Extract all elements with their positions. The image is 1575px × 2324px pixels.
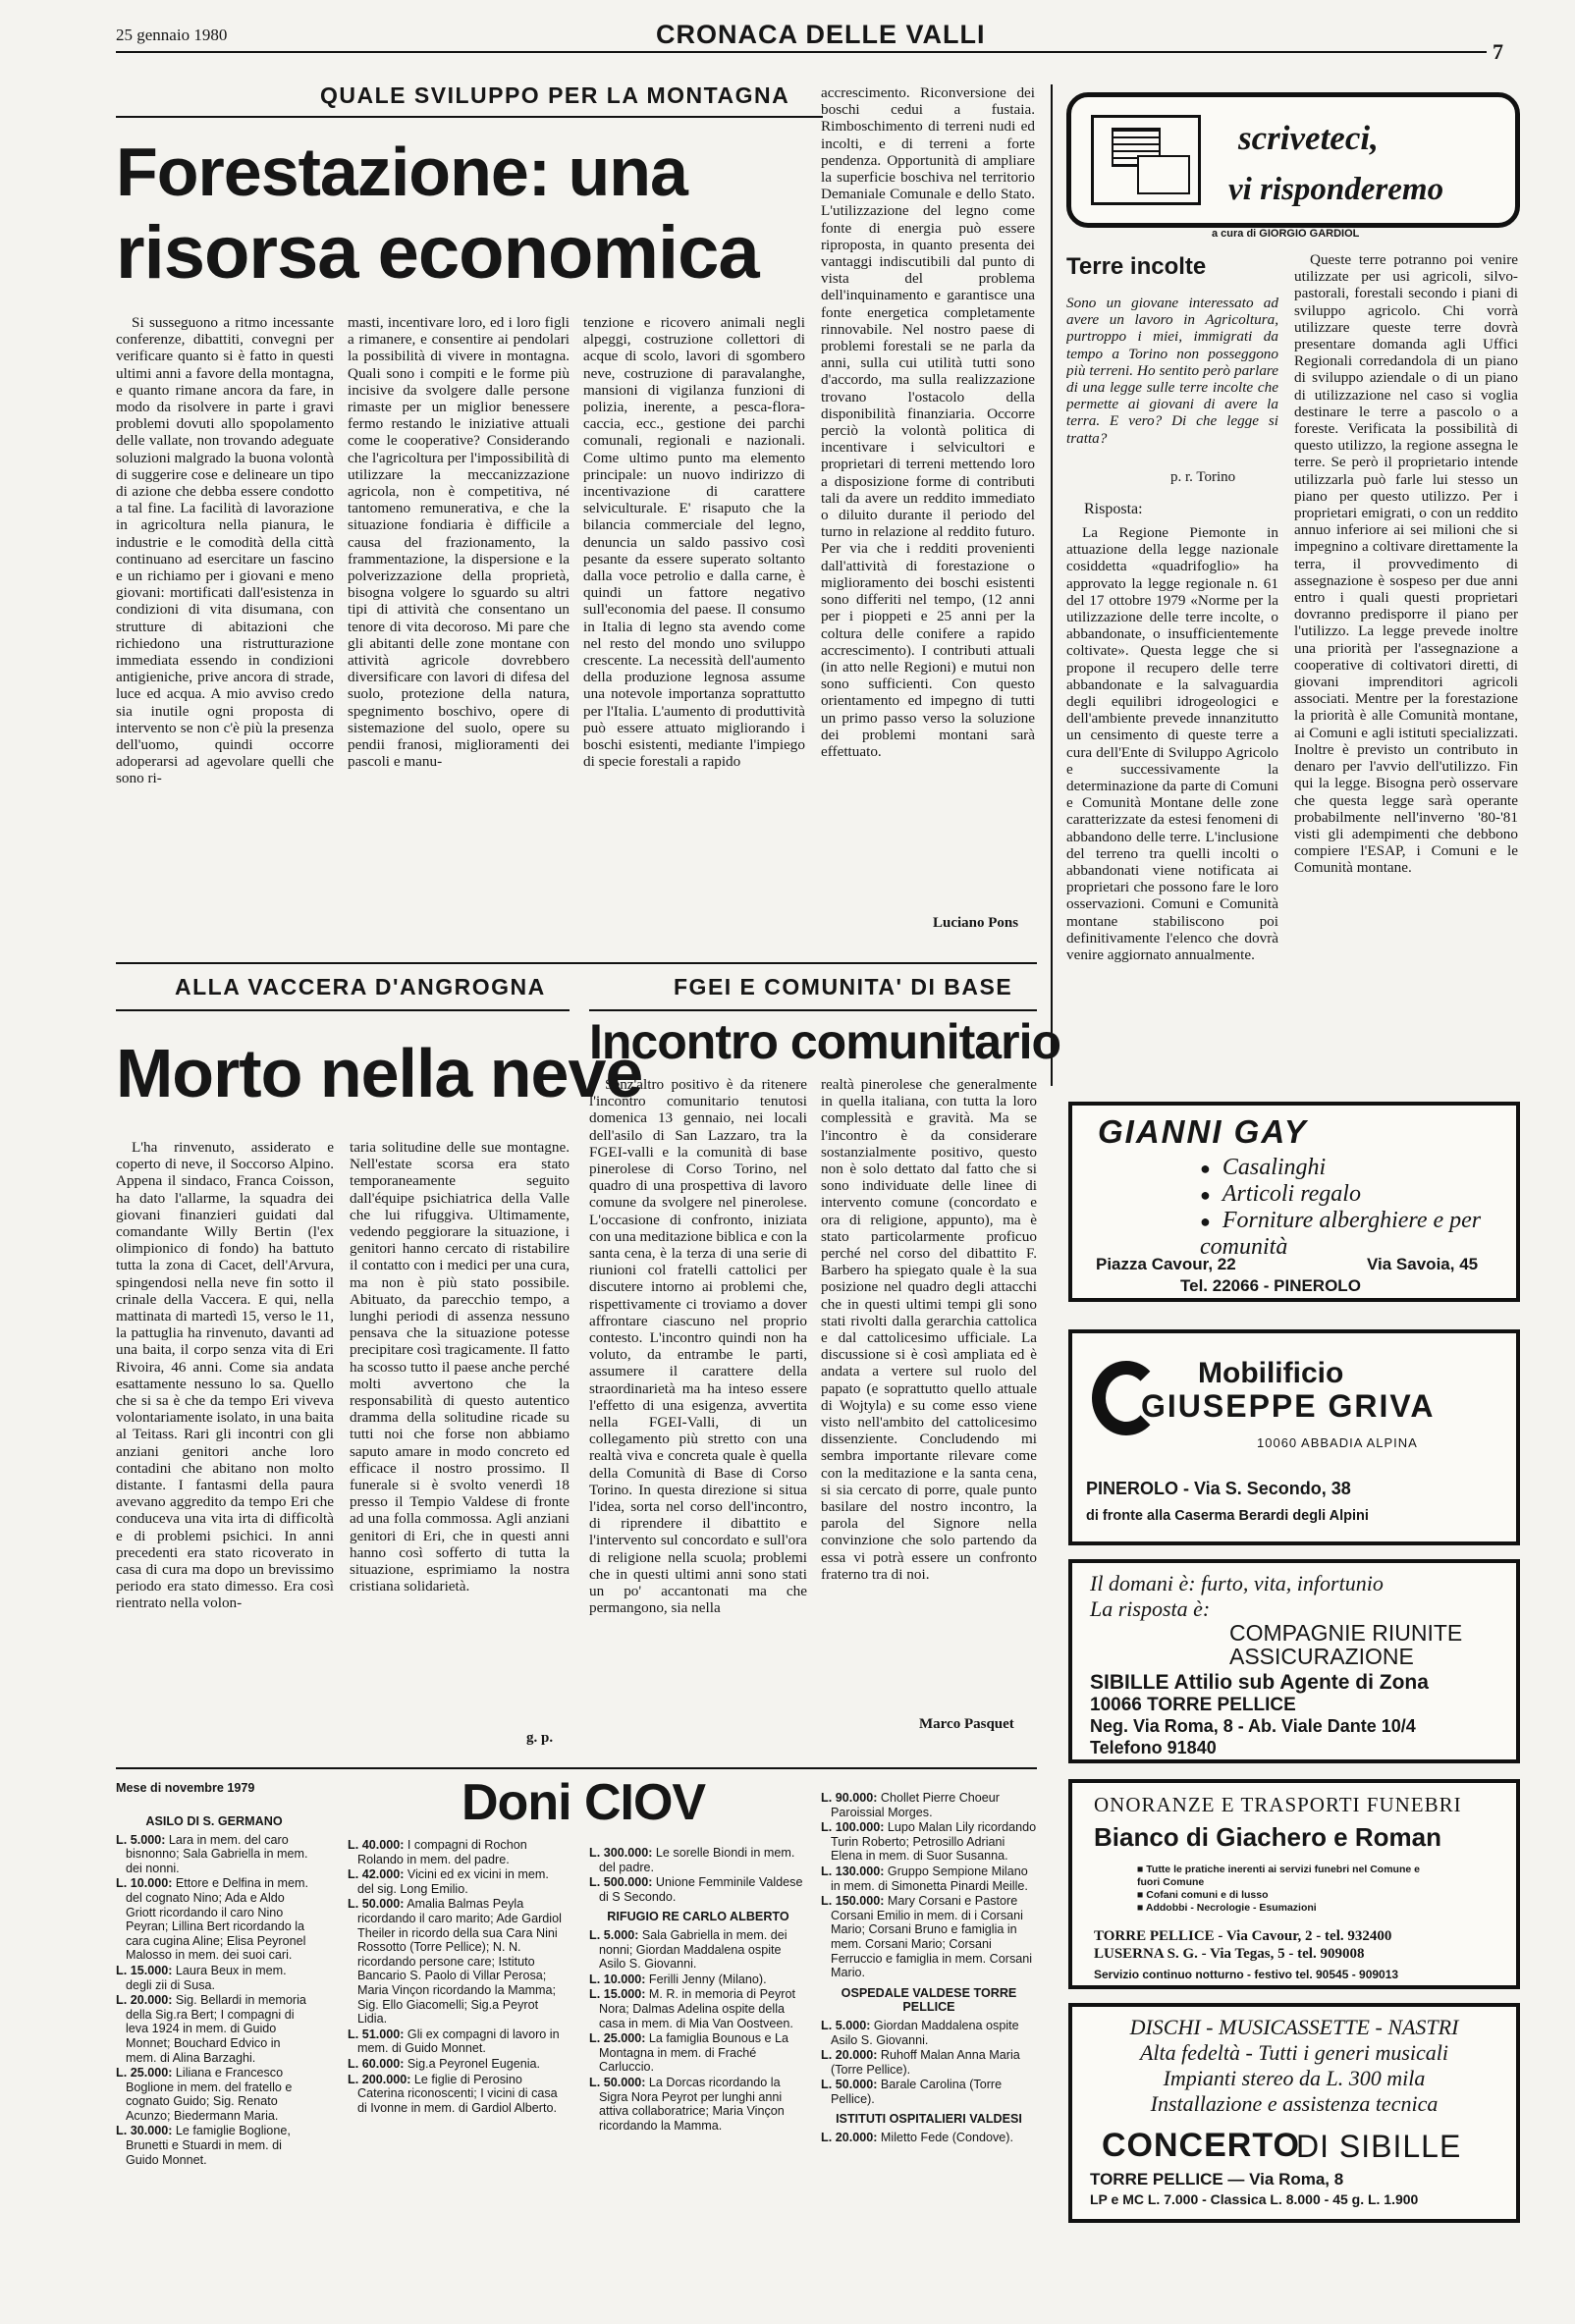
doni-section-heading: RIFUGIO RE CARLO ALBERTO xyxy=(607,1910,789,1924)
doni-entry-text: Laura Beux in mem. degli zii di Susa. xyxy=(126,1963,287,1992)
doni-entry xyxy=(821,1865,1037,1893)
doni-entry-text: Le famiglie Boglione, Brunetti e Stuardi in mem. di Guido Monnet. xyxy=(126,2124,291,2167)
funebri-item-3: Addobbi - Necrologie - Esumazioni xyxy=(1145,1902,1317,1914)
forestry-kicker: QUALE SVILUPPO PER LA MONTAGNA xyxy=(320,82,790,108)
doni-entry xyxy=(348,1838,568,1866)
doni-entry xyxy=(821,1791,1037,1819)
doni-entry xyxy=(821,2078,1037,2106)
doni-entry-amount: L. 25.000: xyxy=(589,2031,646,2046)
doni-entry-text: Unione Femminile Valdese di S Secondo. xyxy=(599,1875,803,1904)
doni-entry-amount: L. 50.000: xyxy=(821,2078,878,2092)
doni-entry-text: Mary Corsani e Pastore Corsani Emilio in mem. di i Corsani Mario; Corsani Bruno e famiglia in mem. Corsani Mario; Corsani Ferruccio e famiglia in mem. Corsani Mario. xyxy=(831,1894,1033,1980)
funebri-service: Servizio continuo notturno - festivo tel. 90545 - 909013 xyxy=(1094,1968,1399,1981)
concerto-line2: Alta fedeltà - Tutti i generi musicali xyxy=(1139,2040,1449,2065)
snow-signature: g. p. xyxy=(526,1730,554,1746)
newspaper-title: CRONACA DELLE VALLI xyxy=(656,20,986,49)
fgei-headline: Incontro comunitario xyxy=(589,1014,1060,1069)
snow-kicker: ALLA VACCERA D'ANGROGNA xyxy=(175,974,546,1000)
doni-entry-text: M. R. in memoria di Peyrot Nora; Dalmas Adelina ospite della casa in mem. di Mia Van Oostveen. xyxy=(599,1987,795,2030)
gianni-name: GIANNI GAY xyxy=(1098,1113,1308,1150)
letters-answer-2: Queste terre potranno poi venire utilizzate per usi agricoli, silvo-pastorali, forestali secondo i piani di sviluppo agricolo. Chi vorrà utilizzare queste terre dovrà presentare domanda agli Uffici Regionali corredandola di un piano di sviluppo aziendale o di un piano di utilizzazione nel caso si voglia destinare le terre a pascolo o a foreste. Verificata la possibilità di questo utilizzo, la regione assegna le terre. Se però il proprietario intende utilizzarla può farle lui stesso un piano per questo utilizzo. Per i proprietari emigrati, o con un reddito annuo inferiore ai sei milioni che si impegnino a coltivare direttamente la terra, il provvedimento di assegnazione è sospeso per due anni entro i quali questi proprietari dovranno predisporre il piano per l'utilizzo. La legge prevede inoltre una priorità per l'assegnazione a cooperative di coltivatori diretti, di giovani imprenditori agricoli associati. Mentre per la forestazione la priorità è alle Comunità montane, ai Comuni e agli istituti specializzati. Inoltre è previsto un contributo in denaro per l'avvio dell'utilizzo. Fin qui la legge. Bisogna però osservare che questa legge sarà operante probabilmente nell'inverno '80-'81 visti gli adempimenti che debbono compiere l'ESAP, i Comuni e le Comunità montane. xyxy=(1294,251,1518,877)
forestry-headline-2: risorsa economica xyxy=(116,211,759,295)
sibille-agent: SIBILLE Attilio sub Agente di Zona xyxy=(1090,1671,1429,1694)
gianni-phone: Tel. 22066 - PINEROLO xyxy=(1180,1276,1361,1295)
doni-entry-amount: L. 50.000: xyxy=(348,1897,405,1912)
fgei-column-1: Senz'altro positivo è da ritenere l'incontro comunitario tenutosi domenica 13 gennaio, nei locali dell'asilo di San Lazzaro, tra la FGEI-valli e la comunità di base pinerolese di Corso Torino, nel quadro di una prospettiva di lavoro comune da svolgere nel pinerolese. L'occasione di confronto, iniziata con una meditazione biblica e con la santa cena, è la terza di una serie di riunioni col fratelli cattolici per discutere intorno ai problemi che, rispettivamente ci troviamo a dover affrontare ciascuno nel proprio contesto. L'incontro quindi non ha voluto, da entrambe le parti, assumere il carattere della straordinarietà ma ha inteso essere l'effetto di una esigenza, avvertita nella FGEI-Valli, di un collegamento più stretto con una realtà viva e concreta quale è quella della Comunità di Base di Corso Torino. In questa direzione si situa l'idea, sorta nel corso dell'incontro, di riprendere il dibattito e l'intervento sul concordato e sull'ora di religione nella scuola; problemi che in questi ultimi anni sono stati un po' accantonati ma che permangono, sia nella xyxy=(589,1076,807,1617)
gianni-item-2: Articoli regalo xyxy=(1222,1181,1361,1207)
ad-sibille-insurance xyxy=(1068,1559,1520,1763)
doni-entry-text: Liliana e Francesco Boglione in mem. del fratello e cognato Guido; Sig. Renato Acunzo; Biedermann Maria. xyxy=(126,2066,293,2123)
snow-column-2: taria solitudine delle sue montagne. Nell'estate scorsa era stato temporaneamente seguito dall'équipe psichiatrica della Valle che lui rifuggiva. Ultimamente, vedendo peggiorare la situazione, i genitori hanno cercato di ristabilire il contatto con i medici per una cura, ma non è più stato possibile. Abituato, da parecchio tempo, a lunghi periodi di assenza nessuno pensava che la situazione potesse precipitare così tragicamente. Il fatto ha scosso tutto il paese anche perché molti avvertono che la responsabilità di questo autentico dramma della solitudine ricade su tutti noi che forse non abbiamo saputo amare in modo concreto ed efficace il nostro prossimo. Il funerale si è svolto venerdì 18 presso il Tempio Valdese di fronte ad una folla commossa. Agli anziani genitori di Eri, che in questi anni hanno così sofferto di tutta la situazione, esprimiamo la nostra cristiana solidarietà. xyxy=(350,1139,570,1595)
doni-entry-amount: L. 50.000: xyxy=(589,2075,646,2089)
concerto-prices: LP e MC L. 7.000 - Classica L. 8.000 - 45 g. L. 1.900 xyxy=(1090,2191,1419,2207)
doni-entry-amount: L. 10.000: xyxy=(116,1876,173,1891)
doni-entry-text: Le sorelle Biondi in mem. del padre. xyxy=(599,1846,795,1874)
gianni-items: ● Casalinghi ● Articoli regalo ● Forniture alberghiere e per comunità xyxy=(1200,1155,1482,1260)
funebri-address-1: TORRE PELLICE - Via Cavour, 2 - tel. 932400 xyxy=(1094,1928,1392,1944)
letters-from: p. r. Torino xyxy=(1170,469,1236,485)
doni-column-1 xyxy=(116,1809,312,2182)
concerto-address: TORRE PELLICE — Via Roma, 8 xyxy=(1090,2170,1344,2189)
doni-entry-text: La Dorcas ricordando la Sigra Nora Peyrot per lunghi anni attiva collaboratrice; Maria Vinçon ricordando la Mamma. xyxy=(599,2075,785,2133)
forestry-column-2: masti, incentivare loro, ed i loro figli a rimanere, e consentire ai pendolari la possibilità di vivere in montagna. Quali sono i compiti e le forme più incisive da svolgere dalle persone rimaste per un miglior benessere fermo restando le iniziative attuali come le cooperative? Considerando che l'agricoltura per l'impossibilità di utilizzare la meccanizzazione agricola, non è competitiva, né tantomeno remunerativa, e che la situazione fondiaria è difficile a causa del frazionamento, la frammentazione, la dispersione e la polverizzazione della proprietà, bisogna volgere lo sguardo su altri tipi di attività che consentano un tenore di vita decoroso. Mi pare che gli abitanti delle zone montane con attività agricole dovrebbero diversificare con lavori di difesa del suolo, protezione della natura, spegnimento boschivo, opere di sistemazione del suolo, opere su pendii franosi, miglioramenti dei pascoli e manu- xyxy=(348,314,570,771)
sibille-line2: La risposta è: xyxy=(1090,1596,1211,1621)
doni-entry xyxy=(348,2073,568,2116)
letters-banner xyxy=(1066,92,1520,228)
doni-entry xyxy=(116,1833,312,1876)
doni-entry-amount: L. 5.000: xyxy=(821,2018,871,2032)
doni-entry-amount: L. 130.000: xyxy=(821,1864,885,1878)
doni-entry-text: Chollet Pierre Choeur Paroissial Morges. xyxy=(831,1791,1001,1819)
doni-entry-text: Ruhoff Malan Anna Maria (Torre Pellice). xyxy=(831,2048,1020,2077)
doni-entry xyxy=(589,1846,807,1874)
doni-entry xyxy=(348,1897,568,2026)
doni-entry-text: Sig. Bellardi in memoria della Sig.ra Bert; I compagni di leva 1924 in mem. di Guido Monnet; Bouchard Edvico in mem. di Alina Barzaghi. xyxy=(126,1993,306,2065)
doni-entry-amount: L. 51.000: xyxy=(348,2027,405,2041)
doni-entry-amount: L. 15.000: xyxy=(116,1963,173,1977)
ad-gianni-gay xyxy=(1068,1102,1520,1302)
funebri-item-1: Tutte le pratiche inerenti ai servizi funebri nel Comune e fuori Comune xyxy=(1137,1864,1420,1888)
griva-note: di fronte alla Caserma Berardi degli Alpini xyxy=(1086,1508,1369,1524)
ad-onoranze-funebri xyxy=(1068,1779,1520,1989)
doni-entry xyxy=(116,2066,312,2123)
doni-section-heading: ASILO DI S. GERMANO xyxy=(145,1814,283,1828)
ad-mobilificio-griva xyxy=(1068,1329,1520,1545)
forestry-kicker-rule xyxy=(116,116,823,118)
column-divider xyxy=(1051,84,1053,1086)
doni-entry-text: La famiglia Bounous e La Montagna in mem. di Fraché Carluccio. xyxy=(599,2031,789,2075)
fgei-kicker-rule xyxy=(589,1009,1037,1011)
doni-month: Mese di novembre 1979 xyxy=(116,1781,255,1795)
doni-entry-text: Sig.a Peyronel Eugenia. xyxy=(404,2056,541,2071)
doni-entry xyxy=(589,1928,807,1972)
funebri-name: Bianco di Giachero e Roman xyxy=(1094,1822,1441,1852)
letters-title: Terre incolte xyxy=(1066,253,1207,280)
forestry-column-3: tenzione e ricovero animali negli alpeggi, costruzione collettori di acque di scolo, lavori di sgombero neve, costruzione di paravalanghe, mansioni di vigilanza funzioni di polizia, inerente, a pesca-flora-caccia, ecc., gestione dei parchi comunali, regionali e nazionali. Come ultimo punto ma elemento principale: un nuovo indirizzo di incentivazione di carattere selviculturale. E' risaputo che la bilancia commerciale del legno, denuncia un saldo passivo così pesante da essere superato soltanto dalla voce petrolio e dalla carne, è quindi un fattore negativo sull'economia del paese. Il consumo in Italia di legno sta avendo come nel resto del mondo uno sviluppo crescente. La necessità dell'aumento della produzione legnosa assume una notevole importanza soprattutto per l'Italia. L'aumento di produttività può essere attuato migliorando i boschi esistenti, mediante l'impiego di specie forestali a rapido xyxy=(583,314,805,771)
griva-line2: GIUSEPPE GRIVA xyxy=(1141,1388,1436,1424)
mid-rule xyxy=(116,962,1037,964)
doni-entry xyxy=(821,2048,1037,2077)
doni-headline: Doni CIOV xyxy=(462,1774,706,1831)
fgei-column-2: realtà pinerolese che generalmente in quella italiana, con tutta la loro complessità e gravità. Ma se l'incontro è da considerare sostanzialmente positivo, questo non è solo dettato dal fatto che si sono individuate delle linee di intervento comune (concordato e ora di religione, appunto), ma è stato particolarmente proficuo perché nel corso del dibattito F. Barbero ha spiegato quale è la sua posizione nel quadro degli attacchi che in questi ultimi tempi gli sono stati rivolti dalla gerarchia cattolica e dal cattolicesimo ufficiale. La discussione si è così ampliata ed è andata a vertere sul ruolo del papato (e soprattutto quello attuale di Wojtyla) e su come esso viene visto nell'ambito del cattolicesimo dissenziente. Concludendo mi sembra importante rilevare come con la meditazione e la santa cena, si sia cercato di porre, quale punto basilare del nostro incontro, la parola del Signore nella convinzione che solo partendo da essa vi potrà essere un confronto fraterno tra di noi. xyxy=(821,1076,1037,1583)
doni-entry-text: Giordan Maddalena ospite Asilo S. Giovanni. xyxy=(831,2018,1019,2047)
letters-reply-label: Risposta: xyxy=(1084,501,1143,517)
snow-column-1: L'ha rinvenuto, assiderato e coperto di neve, il Soccorso Alpino. Appena il sindaco, Franca Coisson, ha dato l'allarme, la squadra dei giovani finanzieri guidati dal comandante Willy Bertin (l'ex olimpionico di fondo) ha battuto tutta la zona di Cacet, dell'Arvura, spingendosi nella neve fin sotto il crinale della Vaccera. E qui, nella mattinata di martedì 15, verso le 11, la pattuglia ha rinvenuto, davanti ad una baita, il corpo senza vita di Eri Rivoira, 46 anni. Come sia andata esattamente nessuno lo sa. Quello che si sa è che da tempo Eri viveva volontariamente isolato, in una baita al Teitass. Rari gli incontri con gli anziani genitori anche loro contadini che abitano non molto distante. I fantasmi della paura avevano aggredito da tempo Eri che conduceva una vita irta di difficoltà e di problemi psichici. In anni precedenti era stato ricoverato in casa di cura ma dopo un brevissimo periodo era stato dimesso. Era così rientrato nella volon- xyxy=(116,1139,334,1612)
doni-column-2 xyxy=(348,1838,568,2162)
funebri-header: ONORANZE E TRASPORTI FUNEBRI xyxy=(1094,1793,1462,1816)
doni-entry xyxy=(589,1973,807,1987)
doni-entry-amount: L. 5.000: xyxy=(116,1832,166,1847)
doni-entry xyxy=(821,2019,1037,2047)
doni-entry-amount: L. 30.000: xyxy=(116,2124,173,2138)
doni-entry-amount: L. 40.000: xyxy=(348,1838,405,1852)
doni-entry-text: Gruppo Sempione Milano in mem. di Simonetta Pinardi Meille. xyxy=(831,1864,1028,1893)
doni-entry-text: Amalia Balmas Peyla ricordando il caro marito; Ade Gardiol Theiler in ricordo della sua Cara Nini Rossotto (Torre Pellice); N. N. ricordando persone care; Istituto Bancario S. Paolo di Villar Perosa; Maria Vinçon ricordando la Mamma; Sig. Ello Giacomelli; Sig.a Peyrot Lidia. xyxy=(357,1897,562,2027)
snow-kicker-rule xyxy=(116,1009,570,1011)
doni-entry xyxy=(348,2027,568,2056)
doni-entry-text: Lara in mem. del caro bisnonno; Sala Gabriella in mem. dei nonni. xyxy=(126,1832,308,1875)
forestry-signature: Luciano Pons xyxy=(933,915,1019,931)
griva-place: 10060 ABBADIA ALPINA xyxy=(1257,1435,1418,1450)
doni-entry-amount: L. 100.000: xyxy=(821,1820,885,1835)
sibille-line1: Il domani è: furto, vita, infortunio xyxy=(1090,1571,1384,1595)
page-number: 7 xyxy=(1493,39,1503,64)
funebri-address-2: LUSERNA S. G. - Via Tegas, 5 - tel. 909008 xyxy=(1094,1946,1365,1962)
doni-entry-amount: L. 15.000: xyxy=(589,1987,646,2002)
griva-line1: Mobilificio xyxy=(1198,1357,1344,1389)
sibille-city: 10066 TORRE PELLICE xyxy=(1090,1695,1296,1715)
doni-column-4 xyxy=(821,1791,1037,2174)
letters-banner-line1: scriveteci, xyxy=(1238,119,1379,157)
snow-headline: Morto nella neve xyxy=(116,1035,643,1111)
doni-entry-amount: L. 60.000: xyxy=(348,2056,405,2071)
doni-entry xyxy=(348,1867,568,1896)
doni-entry xyxy=(821,1894,1037,1980)
forestry-column-4: accrescimento. Riconversione dei boschi cedui a fustaia. Rimboschimento di terreni nudi ed incolti, e di terreni a forte pendenza. Opportunità di ampliare la superficie boschiva nel territorio Demaniale Comunale e dello Stato. L'utilizzazione del legno come fonte di energia può essere riproposta, in quanto presenta dei vantaggi indiscutibili dal punto di vista del problema dell'inquinamento e garantisce una fonte energetica completamente rinnovabile. Nel nostro paese di problemi forestali se ne parla da anni, sulla cui utilità tutti sono d'accordo, ma sulla realizzazione trovano l'ostacolo della disponibilità finanziaria. Occorre perciò la volontà politica di incentivare i selvicultori e proprietari di terreni mettendo loro a disposizione forme di contributi tali da avere un reddito immediato o diluito durante il periodo del turno in relazione al reddito futuro. Per via che i redditi provenienti dall'attività di forestazione o miglioramento dei boschi esistenti sono differiti nel tempo, (12 anni per i pioppeti e 25 anni per la coltura delle conifere a rapido accrescimento). I contributi attuali (in atto nelle Regioni) e mutui non sono sufficienti. Con questo orientamento ed impegno di tutti un primo passo verso la soluzione dei problemi montani sarà effettuato. xyxy=(821,84,1035,760)
doni-entry-text: Ettore e Delfina in mem. del cognato Nino; Ada e Aldo Griott ricordando il caro Nino Peyran; Lillina Bert ricordando la cara cugina Aline; Elisa Peyronel Malosso in mem. dei suoi cari. xyxy=(126,1876,308,1963)
doni-entry-amount: L. 500.000: xyxy=(589,1875,653,1890)
doni-entry-amount: L. 300.000: xyxy=(589,1846,653,1860)
gianni-item-3: Forniture alberghiere e per comunità xyxy=(1200,1208,1482,1260)
doni-entry xyxy=(116,2124,312,2167)
doni-section-heading: ISTITUTI OSPITALIERI VALDESI xyxy=(836,2112,1022,2127)
doni-entry-text: Gli ex compagni di lavoro in mem. di Guido Monnet. xyxy=(357,2027,560,2056)
doni-entry xyxy=(589,2031,807,2075)
gianni-address-left: Piazza Cavour, 22 xyxy=(1096,1255,1236,1273)
doni-entry-amount: L. 90.000: xyxy=(821,1791,878,1805)
letters-answer-1: La Regione Piemonte in attuazione della legge nazionale cosiddetta «quadrifoglio» ha approvato la legge regionale n. 61 del 17 ottobre 1979 «Norme per la utilizzazione delle terre incolte, o abbandonate, o insufficientemente coltivate». Questa legge che si propone il recupero delle terre abbandonate e la salvaguardia degli equilibri idrogeologici e dell'ambiente prevede innanzitutto un censimento di queste terre a cura dell'Ente di Sviluppo Agricolo e successivamente la determinazione da parte di Comuni e Comunità Montane delle zone caratterizzate da estesi fenomeni di abbandono delle terre. L'inclusione del terreno tra quelli incolti o abbandonati viene notificata ai proprietari che possono fare le loro osservazioni. Comuni e Comunità montane stabiliscono poi definitivamente l'elenco che dovrà venire aggiornato annualmente. xyxy=(1066,524,1278,964)
concerto-line3: Impianti stereo da L. 300 mila xyxy=(1163,2066,1426,2090)
doni-entry xyxy=(589,2076,807,2133)
fgei-kicker: FGEI E COMUNITA' DI BASE xyxy=(674,974,1013,1000)
funebri-items: ■ Tutte le pratiche inerenti ai servizi funebri nel Comune e fuori Comune ■ Cofani comuni e di lusso ■ Addobbi - Necrologie - Esumazioni xyxy=(1137,1864,1420,1914)
forestry-column-1: Si susseguono a ritmo incessante conferenze, dibattiti, convegni per verificare quanto si è fatto in questi ultimi anni a favore della montagna, e quanto rimane ancora da fare, in modo da risolvere in parte i gravi problemi dovuti allo spopolamento delle vallate, non trovando adeguate soluzioni malgrado la buona volontà di suggerire cose e delineare un tipo di azione che debba essere condotto a tal fine. La facilità di lavorazione in agricoltura nella pianura, le industrie e le comodità della città continuano ad esercitare un fascino e un richiamo per i giovani e meno giovani: mortificati dall'esistenza in condizioni di vita disumana, con strutture di abitazioni che richiedono una ristrutturazione immediata essendo in condizioni antigieniche, prive ancora di strade, luce ed acqua. A mio avviso credo sia inutile ogni proposta di intervento se non c'è più la presenza dell'uomo, quindi occorre adoperarsi ad agevolare quelli che sono ri- xyxy=(116,314,334,787)
doni-entry xyxy=(116,1993,312,2065)
sibille-company-1: COMPAGNIE RIUNITE xyxy=(1229,1620,1463,1646)
funebri-item-2: Cofani comuni e di lusso xyxy=(1146,1889,1269,1901)
doni-entry-amount: L. 20.000: xyxy=(116,1993,173,2008)
issue-date: 25 gennaio 1980 xyxy=(116,26,228,44)
doni-entry-amount: L. 200.000: xyxy=(348,2072,411,2086)
griva-address: PINEROLO - Via S. Secondo, 38 xyxy=(1086,1479,1351,1498)
doni-entry-text: I compagni di Rochon Rolando in mem. del padre. xyxy=(357,1838,527,1866)
sibille-phone: Telefono 91840 xyxy=(1090,1738,1217,1757)
ad-concerto-sibille xyxy=(1068,2003,1520,2223)
doni-column-3 xyxy=(589,1846,807,2170)
doni-entry-text: Le figlie di Perosino Caterina riconoscenti; I vicini di casa di Ivonne in mem. di Gardiol Alberto. xyxy=(357,2072,558,2115)
concerto-line4: Installazione e assistenza tecnica xyxy=(1150,2091,1439,2116)
gianni-item-1: Casalinghi xyxy=(1222,1155,1327,1180)
doni-entry xyxy=(821,1820,1037,1864)
doni-entry-amount: L. 10.000: xyxy=(589,1972,646,1986)
doni-rule xyxy=(116,1767,1037,1769)
doni-entry-amount: L. 150.000: xyxy=(821,1894,885,1909)
doni-entry-text: Barale Carolina (Torre Pellice). xyxy=(831,2078,1003,2106)
doni-entry-text: Lupo Malan Lily ricordando Turin Roberto; Petrosillo Adriani Elena in mem. di Suor Susanna. xyxy=(831,1820,1037,1864)
letters-question: Sono un giovane interessato ad avere un lavoro in Agricoltura, purtroppo i miei, immigrati da tempo a Torino non posseggono più terreni. Ho sentito però parlare di una legge sulle terre incolte che permette ai giovani di avere la terra. E vero? Di che legge si tratta? xyxy=(1066,295,1278,447)
sibille-address: Neg. Via Roma, 8 - Ab. Viale Dante 10/4 xyxy=(1090,1716,1416,1736)
doni-entry-text: Vicini ed ex vicini in mem. del sig. Long Emilio. xyxy=(357,1867,549,1896)
doni-entry-amount: L. 20.000: xyxy=(821,2131,878,2145)
envelope-icon xyxy=(1091,115,1201,205)
doni-entry xyxy=(589,1875,807,1904)
doni-entry-amount: L. 25.000: xyxy=(116,2066,173,2081)
sibille-company-2: ASSICURAZIONE xyxy=(1229,1644,1414,1669)
letters-banner-line2: vi risponderemo xyxy=(1228,172,1444,207)
doni-entry-amount: L. 5.000: xyxy=(589,1927,639,1942)
doni-section-heading: OSPEDALE VALDESE TORRE PELLICE xyxy=(841,1985,1017,2015)
forestry-headline-1: Forestazione: una xyxy=(116,134,687,210)
doni-entry xyxy=(589,1987,807,2030)
doni-entry xyxy=(821,2131,1037,2145)
doni-entry-text: Miletto Fede (Condove). xyxy=(877,2131,1013,2145)
doni-entry xyxy=(348,2057,568,2072)
doni-entry-text: Sala Gabriella in mem. dei nonni; Giordan Maddalena ospite Asilo S. Giovanni. xyxy=(599,1927,788,1972)
fgei-signature: Marco Pasquet xyxy=(919,1716,1014,1732)
doni-entry xyxy=(116,1876,312,1963)
doni-entry xyxy=(116,1964,312,1992)
doni-entry-text: Ferilli Jenny (Milano). xyxy=(645,1972,767,1986)
header-rule xyxy=(116,51,1487,53)
letters-credit: a cura di GIORGIO GARDIOL xyxy=(1212,228,1360,240)
doni-entry-amount: L. 20.000: xyxy=(821,2048,878,2063)
gianni-address-right: Via Savoia, 45 xyxy=(1367,1255,1479,1273)
doni-entry-amount: L. 42.000: xyxy=(348,1867,405,1882)
concerto-brand: CONCERTO xyxy=(1102,2127,1300,2164)
concerto-line1: DISCHI - MUSICASSETTE - NASTRI xyxy=(1129,2015,1459,2039)
concerto-brand-sub: DI SIBILLE xyxy=(1296,2129,1462,2164)
